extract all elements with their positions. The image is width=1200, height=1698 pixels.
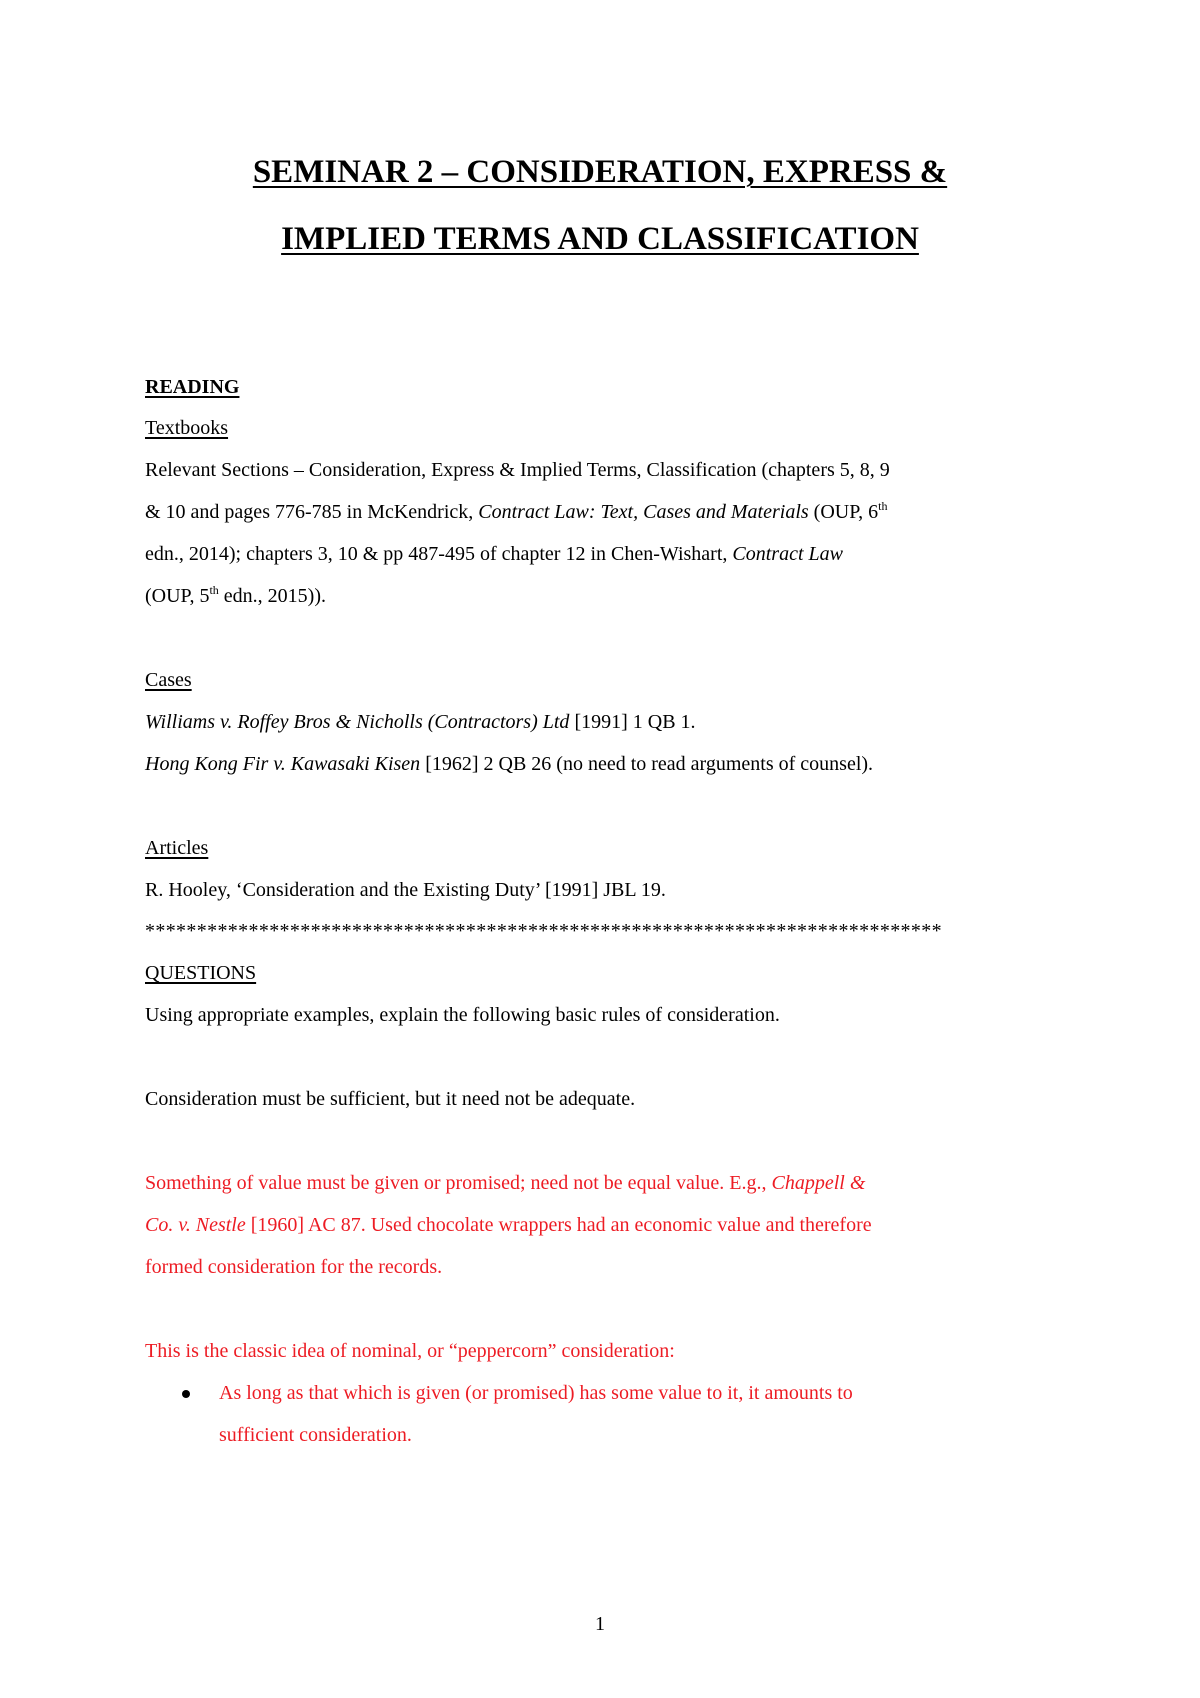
book-title: Contract Law: Text, Cases and Materials — [478, 501, 809, 523]
page-title-line-1: SEMINAR 2 – CONSIDERATION, EXPRESS & — [252, 154, 948, 190]
rule-statement: Consideration must be sufficient, but it need not be adequate. — [145, 1088, 636, 1110]
bullet-text-line-2: sufficient consideration. — [219, 1424, 412, 1446]
textbook-text: edn., 2014); chapters 3, 10 & pp 487-495 of chapter 12 in Chen-Wishart, — [145, 543, 733, 565]
textbook-text: (OUP, 6 — [808, 501, 879, 523]
superscript: th — [209, 583, 219, 597]
textbooks-heading: Textbooks — [145, 417, 229, 439]
case-name: Co. v. Nestle — [145, 1214, 246, 1236]
textbook-line-3 — [145, 544, 843, 564]
answer-text: Something of value must be given or promised; need not be equal value. E.g., — [145, 1172, 772, 1194]
case-item — [145, 754, 873, 774]
textbook-line-2 — [145, 499, 888, 523]
page-number: 1 — [595, 1613, 605, 1635]
answer-line-1 — [145, 1173, 865, 1193]
answer-text: [1960] AC 87. Used chocolate wrappers had an economic value and therefore — [245, 1214, 872, 1236]
bullet-icon — [182, 1390, 190, 1398]
answer-line-4: This is the classic idea of nominal, or “peppercorn” consideration: — [145, 1340, 675, 1362]
questions-heading: QUESTIONS — [145, 962, 257, 984]
case-citation: [1962] 2 QB 26 (no need to read arguments of counsel). — [420, 753, 874, 775]
textbook-text: edn., 2015)). — [218, 585, 326, 607]
bullet-text-line-1: As long as that which is given (or promised) has some value to it, it amounts to — [219, 1382, 853, 1404]
case-name: Williams v. Roffey Bros & Nicholls (Contractors) Ltd — [145, 711, 570, 733]
case-name: Hong Kong Fir v. Kawasaki Kisen — [145, 753, 421, 775]
separator-line: ***************************************************************************** — [145, 920, 942, 942]
superscript: th — [878, 499, 888, 513]
textbook-line-1 — [145, 460, 890, 480]
answer-line-2 — [145, 1215, 872, 1235]
article-item: R. Hooley, ‘Consideration and the Existing Duty’ [1991] JBL 19. — [145, 879, 666, 901]
textbook-text: Relevant Sections – Consideration, Express & Implied Terms, Classification (chapters 5, 8, 9 — [145, 459, 890, 481]
textbook-text: & 10 and pages 776-785 in McKendrick, — [145, 501, 479, 523]
textbook-line-4 — [145, 583, 326, 607]
case-citation: [1991] 1 QB 1. — [569, 711, 696, 733]
cases-heading: Cases — [145, 669, 192, 691]
articles-heading: Articles — [145, 837, 209, 859]
textbook-text: (OUP, 5 — [145, 585, 210, 607]
case-item — [145, 712, 696, 732]
page-title-line-2: IMPLIED TERMS AND CLASSIFICATION — [281, 221, 919, 257]
reading-heading: READING — [145, 376, 240, 398]
case-name: Chappell & — [771, 1172, 866, 1194]
questions-intro: Using appropriate examples, explain the following basic rules of consideration. — [145, 1004, 780, 1026]
book-title: Contract Law — [732, 543, 843, 565]
answer-line-3: formed consideration for the records. — [145, 1256, 443, 1278]
